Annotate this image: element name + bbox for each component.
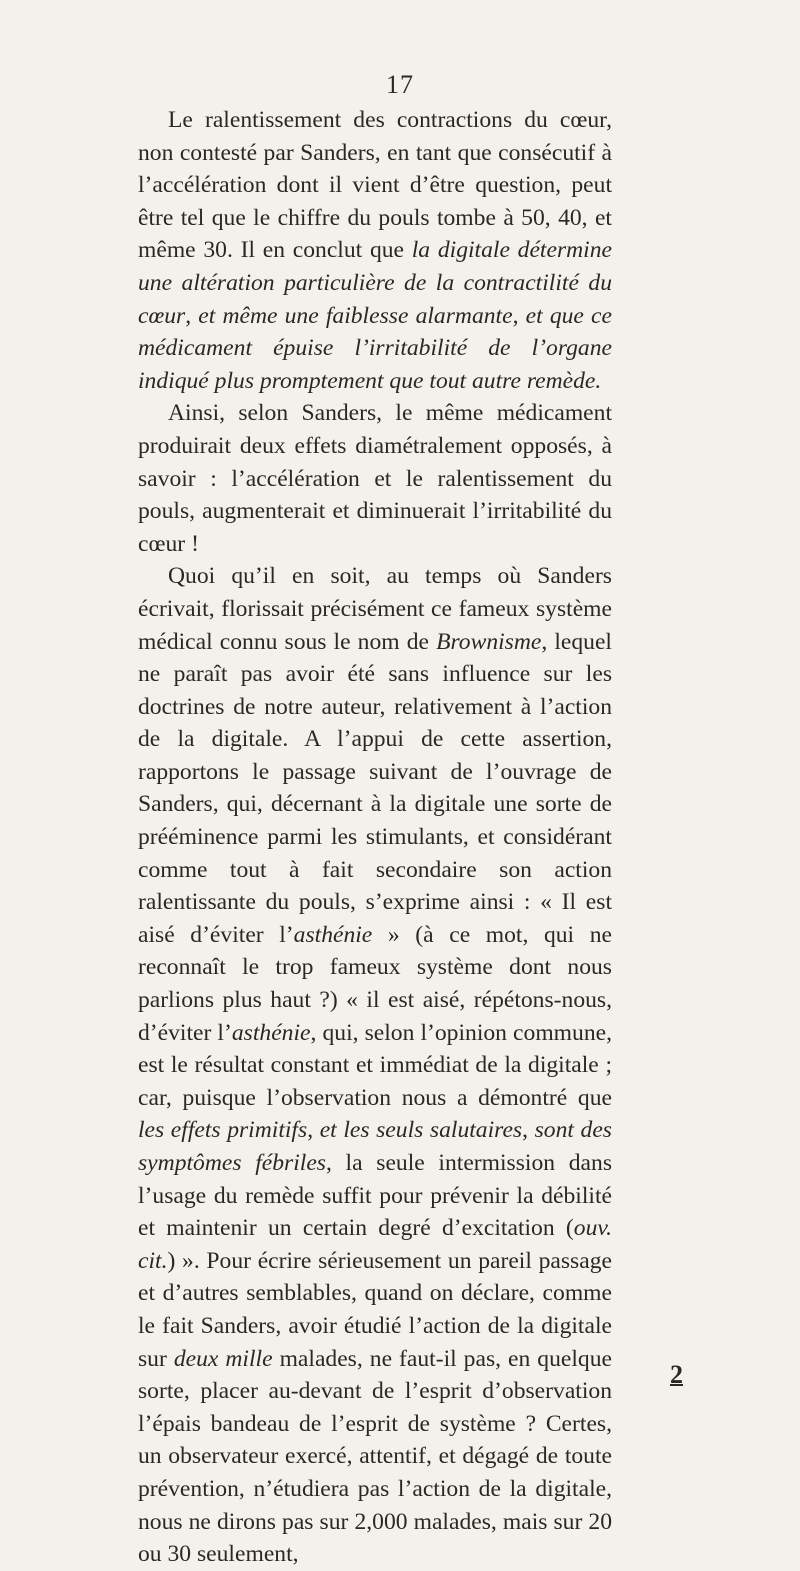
page-number: 17 — [386, 70, 414, 99]
text-run: , — [522, 1117, 535, 1144]
text-run: , — [185, 302, 199, 329]
text-run: , lequel ne paraît pas avoir été sans influence sur les doctrines de notre auteur, relativement à l’action de la digitale. A l’appui de cette assertion, rapportons le passage suivant de l’ouvrage de Sanders, qui, décernant à la digitale une sorte de prééminence parmi les stimulants, et considérant comme tout à fait secondaire son action ralentissante du pouls, s’exprime ainsi : « Il est aisé d’éviter l’ — [138, 628, 612, 948]
text-run: , qui, selon l’opinion commune, est le résultat constant et immédiat de la digitale ; car, puisque l’observation nous a démontré que — [138, 1019, 612, 1111]
text-run: Ainsi, selon Sanders, le même médicament produirait deux effets diamétralement opposés, à savoir : l’accélération et le ralentissement du pouls, augmenterait et diminuerait l’irritabilité du cœur ! — [138, 400, 612, 557]
italic-phrase: et que ce médicament épuise l’irritabilité de l’organe indiqué plus promptement que tout autre remède. — [138, 302, 613, 394]
text-run: , la seule intermission dans l’usage du remède suffit pour prévenir la débilité et maintenir un certain degré d’excitation ( — [138, 1150, 612, 1242]
paragraph-3 — [138, 560, 612, 1570]
italic-phrase: deux mille — [173, 1345, 273, 1372]
italic-phrase: Brownisme — [436, 628, 542, 655]
text-run: , — [307, 1117, 320, 1144]
text-run: , — [512, 302, 526, 329]
italic-phrase: asthénie — [293, 921, 373, 948]
signature-mark: 2 — [670, 1360, 683, 1389]
italic-phrase: et même une faiblesse alarmante — [198, 302, 513, 329]
text-run: Quoi qu’il en soit, au temps où Sanders écrivait, florissait précisément ce fameux système médical connu sous le nom de — [138, 563, 612, 655]
paragraph-2 — [138, 397, 612, 560]
italic-phrase: ouv. cit. — [138, 1215, 612, 1274]
text-run: Le ralentissement des contractions du cœur, non contesté par Sanders, en tant que consécutif à l’accélération dont il vient d’être question, peut être tel que le chiffre du pouls tombe à 50, 40, et même 30. Il en conclut que — [138, 107, 612, 264]
italic-phrase: les effets primitifs — [138, 1117, 308, 1144]
text-run: ) ». Pour écrire sérieusement un pareil passage et d’autres semblables, quand on déclare, comme le fait Sanders, avoir étudié l’action de la digitale sur — [138, 1247, 612, 1372]
paragraph-1 — [138, 104, 612, 397]
body-text — [138, 104, 612, 1571]
text-run: » (à ce mot, qui ne reconnaît le trop fameux système dont nous parlions plus haut ?) « il est aisé, répétons-nous, d’éviter l’ — [138, 921, 612, 1046]
italic-phrase: et les seuls salutaires — [319, 1117, 523, 1144]
italic-phrase: la digitale détermine une altération particulière de la contractilité du cœur — [138, 237, 612, 329]
text-run: malades, ne faut-il pas, en quelque sorte, placer au-devant de l’esprit d’observation l’épais bandeau de l’esprit de système ? Certes, un observateur exercé, attentif, et dégagé de toute prévention, n’étudiera pas l’action de la digitale, nous ne dirons pas sur 2,000 malades, mais sur 20 ou 30 seulement, — [138, 1345, 612, 1568]
italic-phrase: asthénie — [231, 1019, 311, 1046]
italic-phrase: sont des symptômes fébriles — [138, 1117, 612, 1176]
